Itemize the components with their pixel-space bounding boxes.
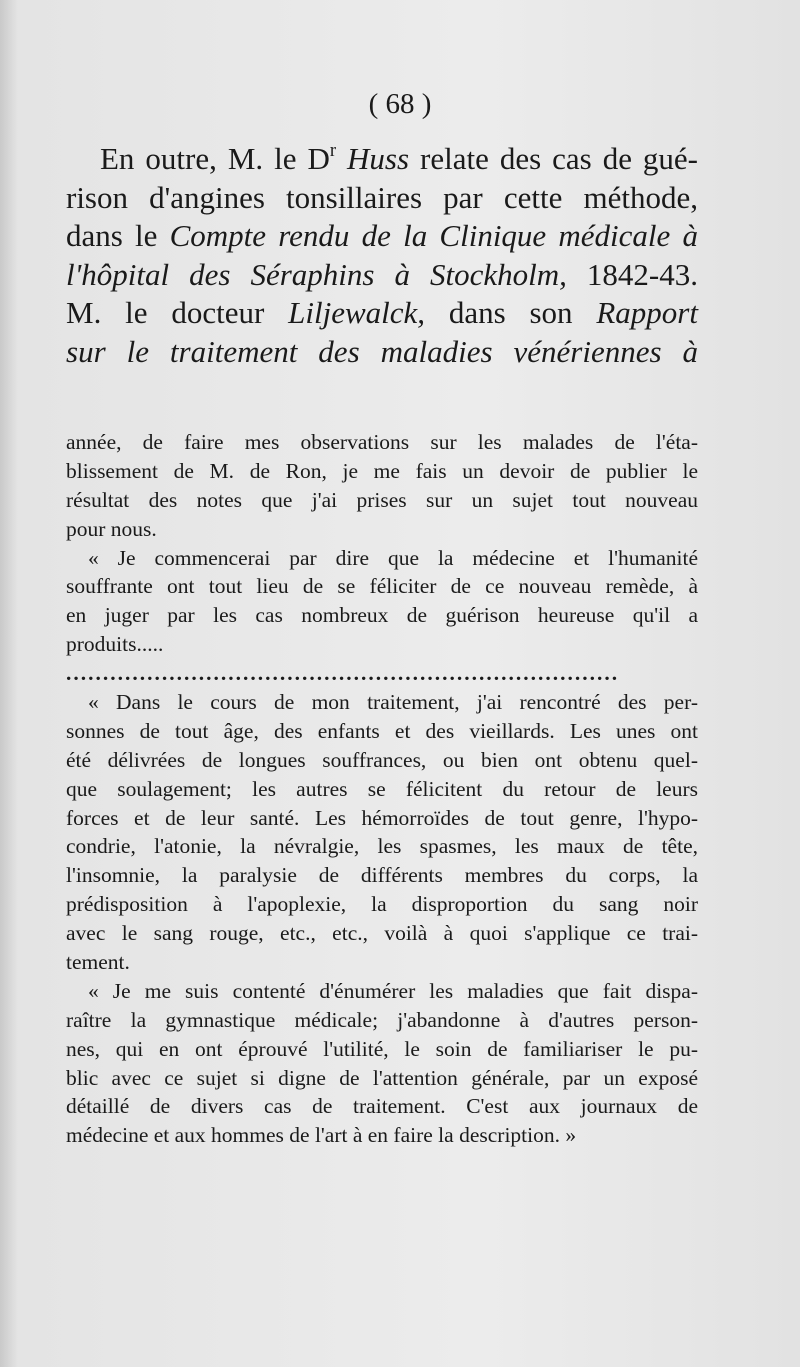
- text-line: avec le sang rouge, etc., etc., voilà à quoi s'applique ce trai-: [66, 921, 698, 946]
- text-line: condrie, l'atonie, la névralgie, les spasmes, les maux de tête,: [66, 834, 698, 859]
- upper-text: En outre, M. le D: [100, 141, 330, 176]
- text-line: prédisposition à l'apoplexie, la disproportion du sang noir: [66, 892, 698, 917]
- text-line: « Je me suis contenté d'énumérer les maladies que fait dispa-: [88, 978, 698, 1003]
- text-line: « Je commencerai par dire que la médecine et l'humanité: [88, 545, 698, 570]
- paragraph-1: [66, 428, 698, 544]
- text-line: l'insomnie, la paralysie de différents membres du corps, la: [66, 863, 698, 888]
- italic-title: Rapport: [596, 295, 698, 330]
- italic-title: l'hôpital des Séraphins à Stockholm,: [66, 256, 567, 292]
- upper-text: M. le docteur: [66, 295, 289, 330]
- upper-text: relate des cas de gué-: [409, 141, 699, 176]
- upper-line-6: [66, 333, 698, 372]
- text-line: que soulagement; les autres se félicitent du retour de leurs: [66, 776, 698, 801]
- text-line: produits.....: [66, 632, 164, 657]
- text-line: nes, qui en ont éprouvé l'utilité, le soin de familiariser le pu-: [66, 1036, 698, 1061]
- upper-text: dans le: [66, 218, 170, 253]
- upper-paragraph: [66, 140, 698, 371]
- text-line: blic avec ce sujet si digne de l'attention générale, par un exposé: [66, 1065, 698, 1090]
- upper-line-5: [66, 294, 698, 333]
- text-line: souffrante ont tout lieu de se féliciter de ce nouveau remède, à: [66, 574, 698, 599]
- text-line: détaillé de divers cas de traitement. C'est aux journaux de: [66, 1094, 698, 1119]
- text-line: résultat des notes que j'ai prises sur un sujet tout nouveau: [66, 487, 698, 512]
- italic-title: Compte rendu de la Clinique médicale à: [169, 218, 698, 253]
- upper-line-3: [66, 217, 698, 256]
- text-line: médecine et aux hommes de l'art à en faire la description. »: [66, 1123, 577, 1148]
- text-line: blissement de M. de Ron, je me fais un devoir de publier le: [66, 458, 698, 483]
- text-line: tement.: [66, 950, 130, 975]
- lower-text: [66, 428, 698, 1150]
- italic-title: sur le traitement des maladies vénériennes à: [66, 333, 698, 369]
- text-line: « Dans le cours de mon traitement, j'ai rencontré des per-: [88, 690, 698, 715]
- upper-line-1: [66, 140, 698, 179]
- italic-name: Liljewalck,: [288, 295, 426, 330]
- upper-line-4: [66, 256, 698, 295]
- text-line: en juger par les cas nombreux de guérison heureuse qu'il a: [66, 603, 698, 628]
- paragraph-3: [66, 688, 698, 977]
- text-line: sonnes de tout âge, des enfants et des vieillards. Les unes ont: [66, 718, 698, 743]
- ellipsis-separator: ...........................................................................: [66, 661, 620, 686]
- italic-name: Huss: [347, 141, 410, 176]
- text-line: raître la gymnastique médicale; j'abandonne à d'autres person-: [66, 1007, 698, 1032]
- text-line: été délivrées de longues souffrances, ou bien ont obtenu quel-: [66, 747, 698, 772]
- text-line: forces et de leur santé. Les hémorroïdes de tout genre, l'hypo-: [66, 805, 698, 830]
- upper-text: dans son: [425, 295, 597, 330]
- text-line: pour nous.: [66, 516, 157, 541]
- paragraph-4: [66, 977, 698, 1150]
- text-line: année, de faire mes observations sur les malades de l'éta-: [66, 430, 698, 454]
- upper-text: 1842-43.: [566, 256, 698, 292]
- paragraph-2: [66, 544, 698, 660]
- page-number: ( 68 ): [368, 88, 432, 120]
- superscript: r: [329, 139, 337, 161]
- upper-line-2: rison d'angines tonsillaires par cette méthode,: [66, 179, 698, 215]
